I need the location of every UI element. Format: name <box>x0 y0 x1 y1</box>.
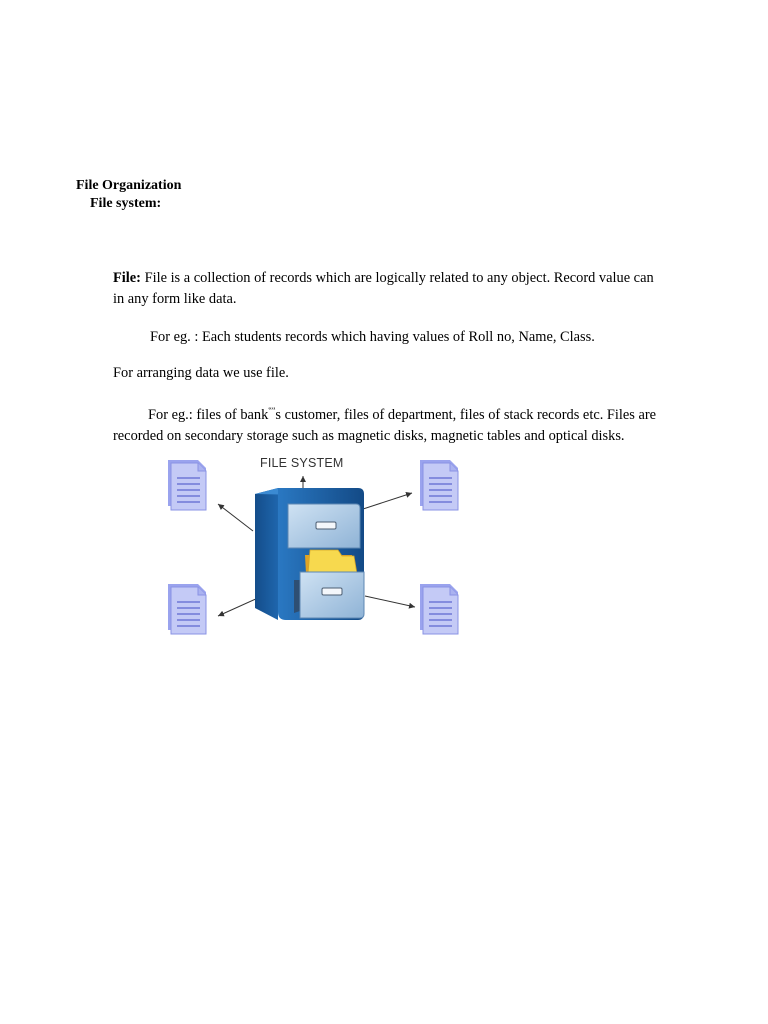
document-icon-bottom-left <box>168 584 206 634</box>
example2-line1-after: s customer, files of department, files of stack records etc. Files are <box>275 406 657 423</box>
example-students: For eg. : Each students records which having values of Roll no, Name, Class. <box>150 329 595 345</box>
file-cabinet-icon <box>255 488 364 620</box>
example-files-paragraph <box>113 400 713 447</box>
example2-apostrophe: ‟‟ <box>268 406 276 415</box>
file-system-diagram <box>160 448 480 648</box>
definition-text: File is a collection of records which are logically related to any object. Record value can <box>144 270 654 286</box>
document-icon-bottom-right <box>420 584 458 634</box>
document-icon-top-left <box>168 460 206 510</box>
definition-term: File: <box>113 270 141 286</box>
file-definition-paragraph <box>113 268 703 310</box>
purpose-text: For arranging data we use file. <box>113 365 289 381</box>
diagram-label: FILE SYSTEM <box>260 456 344 470</box>
section-subtitle: File system: <box>90 196 162 211</box>
document-icon-top-right <box>420 460 458 510</box>
example2-line2: recorded on secondary storage such as magnetic disks, magnetic tables and optical disks. <box>113 427 625 444</box>
page-title: File Organization <box>76 178 182 193</box>
definition-text-line2: in any form like data. <box>113 291 237 307</box>
example2-line1-before: For eg.: files of bank <box>148 406 269 423</box>
